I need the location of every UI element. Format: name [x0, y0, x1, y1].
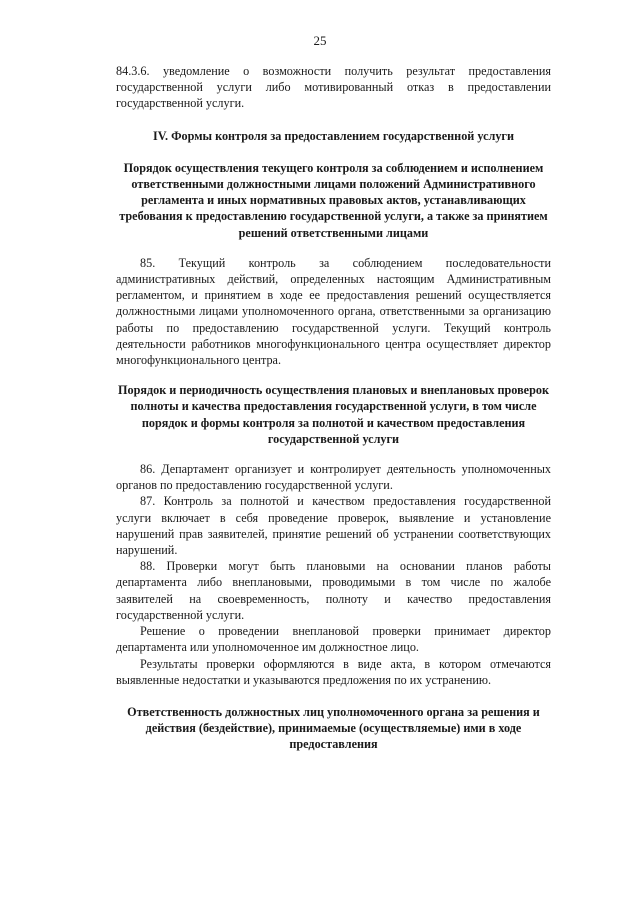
subsection-responsibility-title: Ответственность должностных лиц уполномоченного органа за решения и действия (бездействие), принимаемые (осуществляемые) ими в ходе предоставления — [127, 704, 540, 752]
paragraph-86: 86. Департамент организует и контролирует деятельность уполномоченных органов по предоставлению государственной услуги. — [116, 462, 551, 493]
subsection-current-control-title: Порядок осуществления текущего контроля за соблюдением и исполнением ответственными должностными лицами положений Административного регламента и иных нормативных правовых актов, устанавливающих требования к предоставлению государственной услуги, а также за принятием решений ответственными лицами — [119, 160, 548, 240]
document-body — [116, 63, 551, 753]
paragraph-87: 87. Контроль за полнотой и качеством предоставления государственной услуги включает в себя проведение проверок, выявление и установление нарушений прав заявителей, принятие решений об устранении соответствующих нарушений. — [116, 494, 551, 558]
paragraph-results: Результаты проверки оформляются в виде акта, в котором отмечаются выявленные недостатки и указываются предложения по их устранению. — [116, 656, 551, 687]
paragraph-85: 85. Текущий контроль за соблюдением последовательности административных действий, определенных настоящим Административным регламентом, и принятием в ходе ее предоставления решений осуществляется должностными лицами уполномоченного органа, ответственными за организацию работы по предоставлению государственной услуги. Текущий контроль деятельности работников многофункционального центра осуществляет директор многофункционального центра. — [116, 255, 551, 368]
page-number: 25 — [313, 33, 327, 48]
paragraph-88: 88. Проверки могут быть плановыми на основании планов работы департамента либо внеплановыми, проводимыми в том числе по жалобе заявителей на своевременность, полноту и качество предоставления государственной услуги. — [116, 559, 551, 622]
section-iv-title: IV. Формы контроля за предоставлением государственной услуги — [153, 128, 514, 143]
paragraph-decision: Решение о проведении внеплановой проверки принимает директор департамента или уполномоченное им должностное лицо. — [116, 624, 551, 655]
subsection-inspections-title: Порядок и периодичность осуществления плановых и внеплановых проверок полноты и качества предоставления государственной услуги, в том числе порядок и формы контроля за полнотой и качеством предоставления государственной услуги — [118, 383, 549, 446]
paragraph-84-3-6: 84.3.6. уведомление о возможности получить результат предоставления государственной услуги либо мотивированный отказ в предоставлении государственной услуги. — [116, 64, 551, 111]
